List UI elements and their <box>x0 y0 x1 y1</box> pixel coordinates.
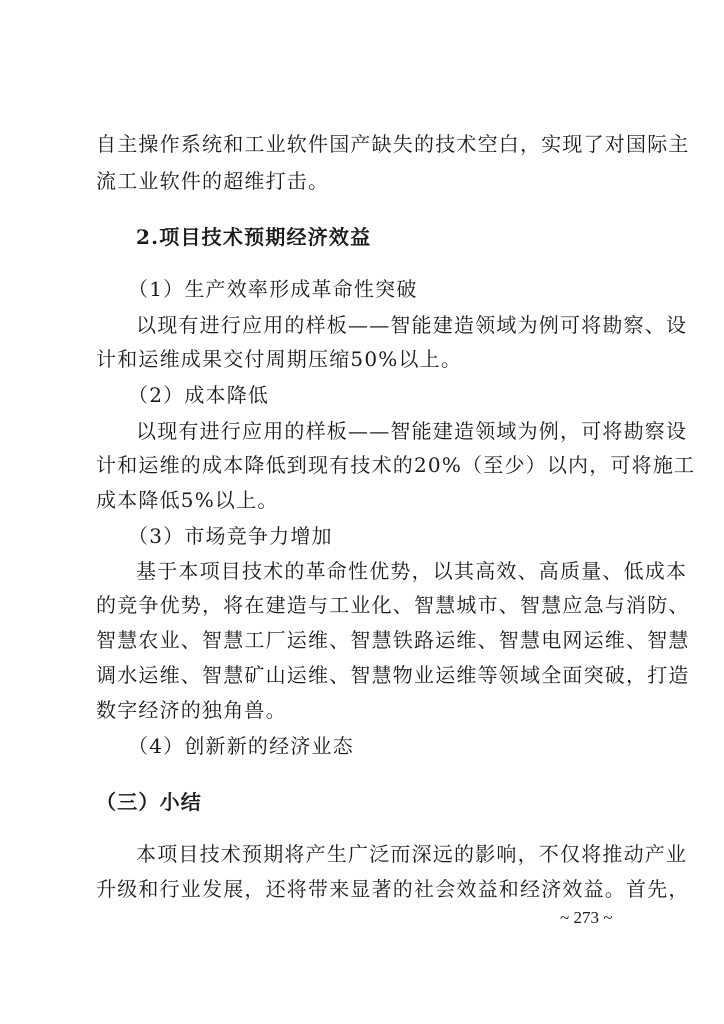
paragraph-line: 自主操作系统和工业软件国产缺失的技术空白，实现了对国际主 <box>96 132 690 156</box>
paragraph-line: 计和运维成果交付周期压缩50%以上。 <box>96 347 463 371</box>
summary-heading: （三）小结 <box>96 790 202 814</box>
item-title: （1）生产效率形成革命性突破 <box>128 277 418 301</box>
item-title: （2）成本降低 <box>128 383 270 407</box>
paragraph-line: 的竞争优势，将在建造与工业化、智慧城市、智慧应急与消防、 <box>96 593 690 617</box>
paragraph-line: 流工业软件的超维打击。 <box>96 169 330 193</box>
paragraph-line: 成本降低5%以上。 <box>96 488 279 512</box>
page-number: ~ 273 ~ <box>560 908 613 927</box>
paragraph-line: 本项目技术预期将产生广泛而深远的影响，不仅将推动产业 <box>136 842 688 866</box>
paragraph-line: 以现有进行应用的样板——智能建造领域为例可将勘察、设 <box>136 313 688 337</box>
paragraph-line: 以现有进行应用的样板——智能建造领域为例，可将勘察设 <box>136 419 688 443</box>
item-title: （3）市场竞争力增加 <box>128 524 333 548</box>
paragraph-line: 数字经济的独角兽。 <box>96 698 287 722</box>
paragraph-line: 基于本项目技术的革命性优势，以其高效、高质量、低成本 <box>136 559 688 583</box>
paragraph-line: 调水运维、智慧矿山运维、智慧物业运维等领域全面突破，打造 <box>96 663 690 687</box>
paragraph-line: 计和运维的成本降低到现有技术的20%（至少）以内，可将施工 <box>96 453 696 477</box>
paragraph-line: 升级和行业发展，还将带来显著的社会效益和经济效益。首先， <box>96 877 690 901</box>
paragraph-line: 智慧农业、智慧工厂运维、智慧铁路运维、智慧电网运维、智慧 <box>96 628 690 652</box>
item-title: （4）创新新的经济业态 <box>128 734 354 758</box>
section-heading: 2.项目技术预期经济效益 <box>136 225 372 249</box>
